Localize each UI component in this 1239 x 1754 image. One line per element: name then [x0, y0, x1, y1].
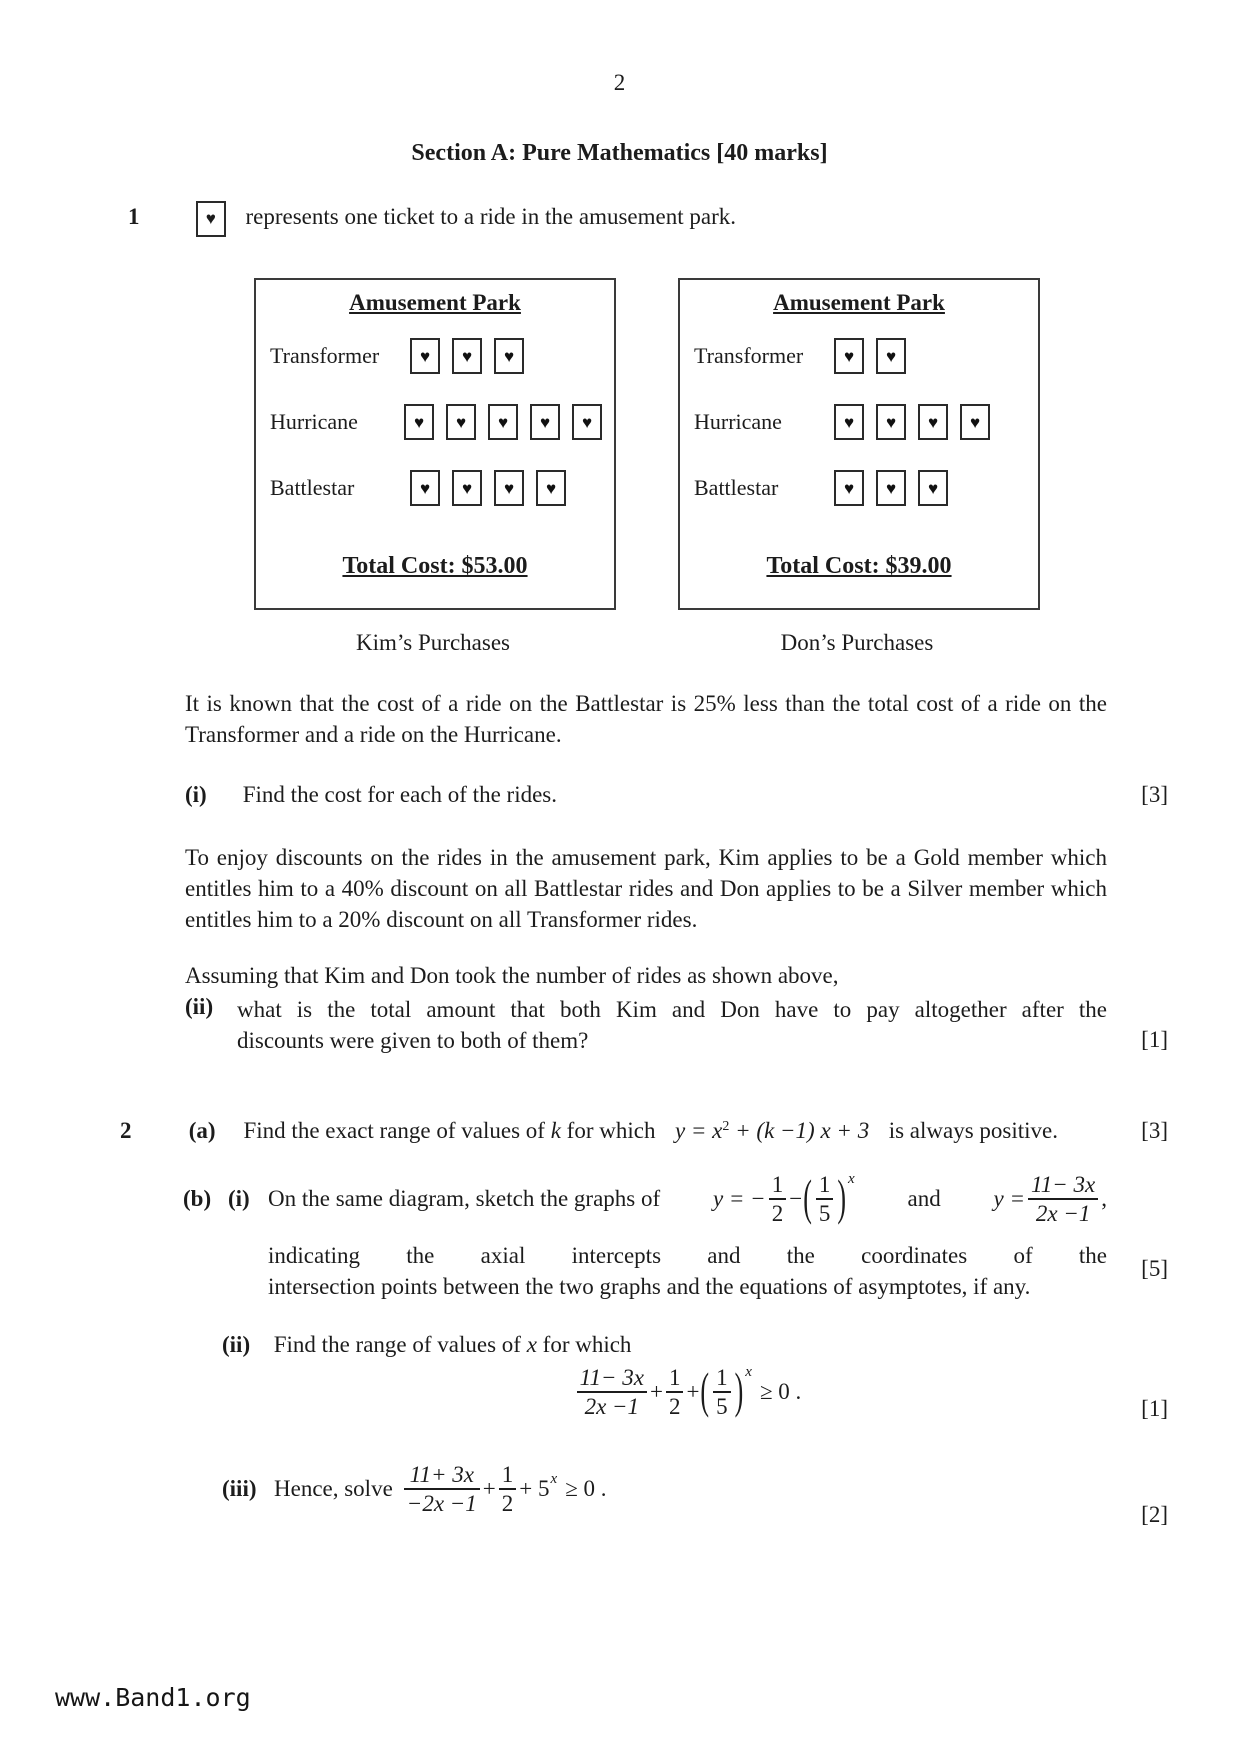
q2bii-marks: [1] — [1141, 1396, 1168, 1421]
ride-row — [270, 338, 614, 374]
ticket-icon: ♥ — [918, 470, 948, 506]
q2bi-f1-lhs: y = − — [712, 1186, 766, 1212]
q2biii-label: (iii) — [222, 1476, 257, 1502]
q2bi-conj: and — [907, 1186, 941, 1212]
ticket-icon: ♥ — [834, 404, 864, 440]
ticket-icon: ♥ — [876, 470, 906, 506]
q2bi-formula1 — [713, 1172, 855, 1227]
q2a-post: is always positive. — [888, 1118, 1058, 1143]
frac-den: 5 — [818, 1201, 831, 1227]
q1-part-ii-marks: [1] — [1141, 1027, 1168, 1052]
ticket-group — [404, 404, 614, 440]
section-heading: Section A: Pure Mathematics [40 marks] — [411, 140, 828, 166]
ticket-icon: ♥ — [488, 404, 518, 440]
ticket-icon: ♥ — [494, 470, 524, 506]
q2bi-f2-lhs: y = — [993, 1186, 1025, 1212]
ticket-group — [410, 338, 536, 374]
left-paren: ( — [803, 1170, 812, 1226]
frac-num: 11− 3x — [1028, 1172, 1098, 1200]
q2bi-line3: intersection points between the two graphs and the equations of asymptotes, if any. — [268, 1274, 1031, 1299]
q2a-row — [120, 1118, 1110, 1144]
frac-den: 2 — [501, 1491, 514, 1517]
q2bi-continuation — [268, 1240, 1107, 1302]
ticket-icon: ♥ — [876, 338, 906, 374]
geq-zero: ≥ 0 . — [565, 1476, 607, 1502]
ticket-icon: ♥ — [196, 201, 226, 237]
q2a-kvar: k — [550, 1118, 561, 1143]
ticket-icon: ♥ — [452, 338, 482, 374]
ride-label: Battlestar — [270, 475, 355, 500]
q2bi-f1-minus: − — [789, 1186, 803, 1212]
card-title: Amusement Park — [773, 290, 945, 315]
q2bii-xvar: x — [526, 1332, 537, 1357]
q1-part-ii-line1: what is the total amount that both Kim and Don have to pay altogether after the — [237, 997, 1107, 1022]
ticket-icon: ♥ — [410, 338, 440, 374]
plus-sign: + — [482, 1476, 496, 1502]
ride-label: Hurricane — [270, 409, 358, 434]
q2a-f-exp: 2 — [722, 1119, 730, 1134]
footer-url: www.Band1.org — [55, 1683, 251, 1712]
ticket-icon: ♥ — [876, 404, 906, 440]
q2bi-line1 — [268, 1172, 1107, 1227]
frac-num: 1 — [666, 1365, 684, 1393]
card-title: Amusement Park — [349, 290, 521, 315]
ticket-icon: ♥ — [452, 470, 482, 506]
ride-label: Transformer — [694, 343, 804, 368]
q1-intro-text: represents one ticket to a ride in the amusement park. — [245, 204, 736, 230]
geq-zero: ≥ 0 . — [759, 1379, 802, 1405]
q2biii-pre: Hence, solve — [274, 1476, 393, 1502]
ride-row — [270, 404, 614, 440]
frac-num: 1 — [713, 1365, 731, 1393]
q2bii-formula — [268, 1365, 1107, 1420]
ride-label: Battlestar — [694, 475, 779, 500]
ticket-icon: ♥ — [918, 404, 948, 440]
frac-num: 11− 3x — [577, 1365, 647, 1393]
q1-part-i-text: Find the cost for each of the rides. — [242, 782, 557, 807]
q2a-f-rhs: + (k −1) x + 3 — [735, 1118, 870, 1143]
ticket-icon: ♥ — [960, 404, 990, 440]
q1-part-i-marks: [3] — [1141, 782, 1168, 807]
q2biii-f-exp: x — [550, 1470, 558, 1487]
ticket-icon: ♥ — [572, 404, 602, 440]
q2a-mid: for which — [566, 1118, 656, 1143]
frac-den: 2x −1 — [1035, 1201, 1091, 1227]
card-total: Total Cost: $53.00 — [342, 553, 528, 579]
ticket-group — [834, 404, 1002, 440]
q2a-formula — [675, 1118, 875, 1143]
card-rows — [680, 338, 1038, 506]
q1-part-ii-label: (ii) — [185, 994, 214, 1019]
q2bii-f-exp: x — [745, 1363, 752, 1380]
plus-five: + 5 — [519, 1476, 550, 1502]
ride-label: Transformer — [270, 343, 380, 368]
plus-sign: + — [686, 1379, 700, 1405]
page-number: 2 — [613, 70, 626, 95]
q1-part-ii — [185, 994, 1107, 1056]
q2-number: 2 — [120, 1118, 132, 1143]
q2biii-marks: [2] — [1141, 1502, 1168, 1527]
ticket-group — [834, 470, 960, 506]
frac-num: 1 — [816, 1172, 834, 1200]
ticket-icon: ♥ — [494, 338, 524, 374]
q1-number: 1 — [128, 204, 140, 230]
ticket-group — [410, 470, 578, 506]
q2bii-row — [222, 1332, 631, 1358]
q2bi-pre: On the same diagram, sketch the graphs of — [268, 1186, 661, 1212]
q2b-label: (b) — [183, 1186, 212, 1212]
ticket-icon: ♥ — [834, 470, 864, 506]
ticket-icon: ♥ — [530, 404, 560, 440]
ticket-icon: ♥ — [834, 338, 864, 374]
q2bii-label: (ii) — [222, 1332, 251, 1357]
q2bi-label: (i) — [228, 1186, 250, 1212]
frac-den: 2 — [668, 1394, 681, 1420]
plus-sign: + — [649, 1379, 663, 1405]
left-paren: ( — [700, 1363, 710, 1419]
q2a-pre: Find the exact range of values of — [243, 1118, 545, 1143]
q2bi-f1-exp: x — [848, 1170, 855, 1187]
card-total: Total Cost: $39.00 — [766, 553, 952, 579]
q2bii-post: for which — [542, 1332, 632, 1357]
ride-row — [694, 338, 1038, 374]
q2bii-pre: Find the range of values of — [273, 1332, 521, 1357]
card-rows — [256, 338, 614, 506]
ticket-icon: ♥ — [404, 404, 434, 440]
q2a-marks: [3] — [1141, 1118, 1168, 1143]
q1-para2: To enjoy discounts on the rides in the amusement park, Kim applies to be a Gold member which entitles him to a 40% discount on all Battlestar rides and Don applies to be a Silver member which entitles him to a 20% discount on all Transformer rides. — [185, 845, 1107, 932]
frac-num: 1 — [499, 1462, 517, 1490]
frac-den: 2x −1 — [584, 1394, 640, 1420]
q2bi-line2: indicating the axial intercepts and the coordinates of the — [268, 1243, 1107, 1268]
ride-row — [694, 470, 1038, 506]
don-purchases-card — [678, 278, 1040, 610]
q1-part-i — [185, 782, 557, 808]
q1-part-i-label: (i) — [185, 782, 207, 807]
frac-num: 1 — [769, 1172, 787, 1200]
q1-part-ii-line2: discounts were given to both of them? — [237, 1028, 589, 1053]
q1-assuming: Assuming that Kim and Don took the number of rides as shown above, — [185, 963, 839, 988]
ticket-icon: ♥ — [536, 470, 566, 506]
right-paren: ) — [837, 1170, 847, 1226]
frac-den: 2 — [771, 1201, 784, 1227]
q2bi-formula2 — [993, 1172, 1107, 1227]
ticket-icon: ♥ — [446, 404, 476, 440]
ride-row — [270, 470, 614, 506]
right-paren: ) — [734, 1363, 744, 1419]
frac-den: 5 — [716, 1394, 728, 1420]
frac-den: −2x −1 — [406, 1491, 477, 1517]
q1-para1: It is known that the cost of a ride on the Battlestar is 25% less than the total cost of a ride on the Transformer and a ride on the Hurricane. — [185, 691, 1107, 747]
kim-caption: Kim’s Purchases — [356, 630, 510, 655]
don-caption: Don’s Purchases — [780, 630, 934, 655]
ride-row — [694, 404, 1038, 440]
q1-intro-row — [128, 201, 1168, 237]
q2bi-marks: [5] — [1141, 1256, 1168, 1281]
q2a-label: (a) — [188, 1118, 216, 1143]
q2bi-comma: , — [1101, 1186, 1107, 1212]
frac-num: 11+ 3x — [404, 1462, 480, 1490]
ticket-group — [834, 338, 918, 374]
q2a-f-lhs: y = x — [674, 1118, 723, 1143]
q2biii-row — [222, 1462, 607, 1517]
q2bi-row — [183, 1172, 1107, 1227]
ticket-icon: ♥ — [410, 470, 440, 506]
ride-label: Hurricane — [694, 409, 782, 434]
kim-purchases-card — [254, 278, 616, 610]
